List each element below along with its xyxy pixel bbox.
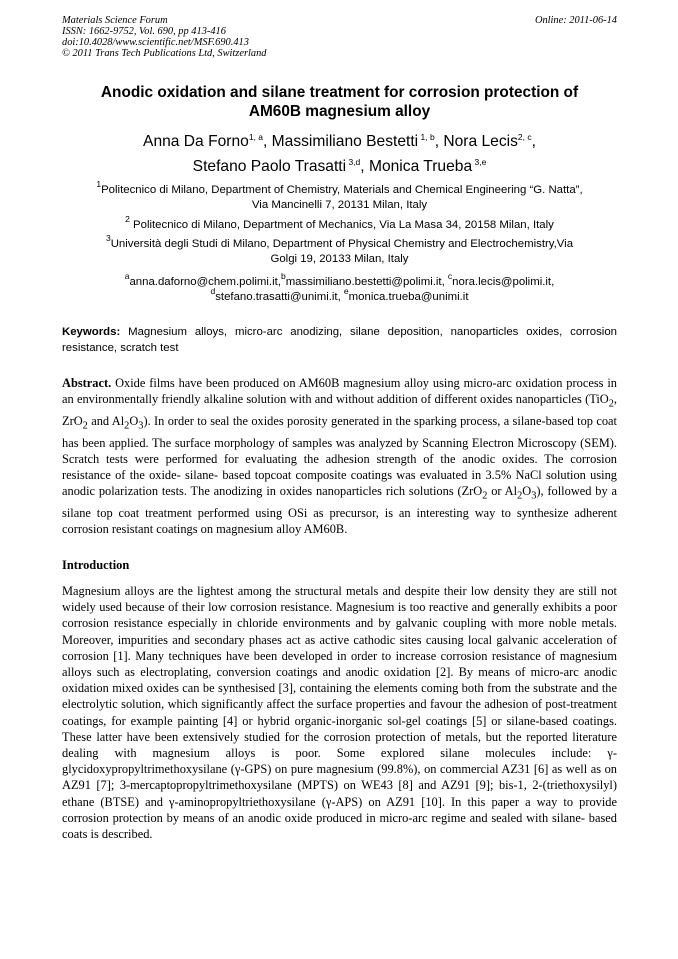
abstract-text: O [129, 413, 139, 428]
affiliation-mark: 1 [96, 179, 102, 189]
subscript: 2 [482, 490, 488, 502]
email-link[interactable]: monica.trueba@unimi.it [348, 291, 469, 303]
author-name: Massimiliano Bestetti [271, 133, 419, 150]
affiliation-mark: 3 [105, 233, 111, 243]
affiliation-text: Politecnico di Milano, Department of Chemistry, Materials and Chemical Engineering “G. Natta”, [101, 184, 583, 196]
email-link[interactable]: massimiliano.bestetti@polimi.it, [285, 276, 448, 288]
abstract-text: ), followed by a silane top coat treatment performed using OSi as precursor, is an interesting way to synthesize adherent corrosion resistant coatings on magnesium alloy AM60B. [62, 484, 617, 537]
email-link[interactable]: nora.lecis@polimi.it, [452, 276, 555, 288]
abstract-text: , ZrO [62, 392, 617, 428]
author-affiliation-mark: 1, a [248, 132, 263, 142]
author-line-2 [62, 154, 617, 179]
subscript: 3 [138, 420, 144, 432]
affiliation-text: Via Mancinelli 7, 20131 Milan, Italy [251, 199, 428, 211]
email-list [62, 271, 617, 305]
title-line-2: AM60B magnesium alloy [248, 103, 431, 120]
abstract-text: and Al [87, 413, 125, 428]
keywords-label: Keywords: [62, 326, 121, 338]
affiliation-1 [62, 179, 617, 213]
affiliation-text: Golgi 19, 20133 Milan, Italy [270, 253, 409, 265]
email-mark: b [280, 271, 286, 281]
email-mark: d [210, 286, 216, 296]
title-line-1: Anodic oxidation and silane treatment for corrosion protection of [100, 84, 579, 101]
subscript: 2 [124, 420, 130, 432]
email-mark: a [124, 271, 130, 281]
section-heading-introduction: Introduction [62, 558, 130, 572]
email-link[interactable]: anna.daforno@chem.polimi.it, [129, 276, 281, 288]
copyright-line: © 2011 Trans Tech Publications Ltd, Switzerland [62, 48, 267, 59]
paper-title [62, 83, 617, 121]
affiliation-3 [62, 233, 617, 267]
abstract-text: or Al [487, 484, 518, 499]
author-affiliation-mark: 3,e [472, 157, 487, 167]
journal-name: Materials Science Forum [62, 15, 168, 26]
author-line-1 [62, 129, 617, 154]
author-separator: , [360, 158, 369, 175]
author-separator: , [263, 133, 272, 150]
keywords [62, 324, 617, 356]
abstract-text: O [522, 484, 532, 499]
affiliation-text: Università degli Studi di Milano, Department of Physical Chemistry and Electrochemistry,Via [110, 238, 574, 250]
author-affiliation-mark: 3,d [346, 157, 361, 167]
email-mark: c [447, 271, 453, 281]
author-separator: , [531, 133, 536, 150]
keywords-text: Magnesium alloys, micro-arc anodizing, silane deposition, nanoparticles oxides, corrosion resistance, scratch test [62, 326, 617, 354]
subscript: 2 [82, 420, 88, 432]
issn-line: ISSN: 1662-9752, Vol. 690, pp 413-416 [62, 26, 226, 37]
abstract-label: Abstract. [62, 376, 112, 390]
email-link[interactable]: stefano.trasatti@unimi.it, [215, 291, 344, 303]
introduction-paragraph: Magnesium alloys are the lightest among the structural metals and despite their low density they are still not widely used because of their low corrosion resistance. Magnesium is too reactive and generally exhibits a poor corrosion resistance especially in chloride environments and by galvanic coupling with more noble metals. Moreover, impurities and secondary phases act as active cathodic sites causing local galvanic acceleration of corrosion [1]. Many techniques have been developed in order to increase corrosion resistance of magnesium alloys such as electroplating, conversion coatings and anodic oxidation [2]. By means of micro-arc anodic oxidation mixed oxides can be synthesised [3], containing the elements coming both from the substrate and the electrolytic solution, which significantly affect the surface properties and favour the adhesion of post-treatment coatings, for example painting [4] or hybrid organic-inorganic sol-gel coatings [5] or silane-based coatings. These latter have been extensively studied for the corrosion protection of metals, but the reported literature dealing with magnesium alloys is poor. Some explored silane molecules include: γ-glycidoxypropyltrimethoxysilane (γ-GPS) on pure magnesium (99.8%), on commercial AZ31 [6] as well as on AZ91 [7]; 3-mercaptopropyltrimethoxysilane (MPTS) on WE43 [8] and AZ91 [9]; bis-1, 2-(triethoxysilyl) ethane (BTSE) and γ-aminopropyltriethoxysilane (γ-APS) on AZ91 [10]. In this paper a way to provide corrosion protection by means of an anodic oxide produced in micro-arc regime and sealed with silane- based coats is described. [62, 584, 617, 842]
author-name: Anna Da Forno [143, 133, 249, 150]
subscript: 3 [531, 490, 537, 502]
author-affiliation-mark: 1, b [418, 132, 435, 142]
affiliation-2 [62, 214, 617, 233]
affiliation-mark: 2 [125, 214, 130, 224]
abstract-text: Oxide films have been produced on AM60B magnesium alloy using micro-arc oxidation process in an environmentally friendly alkaline solution with and without addition of different oxides nanoparticles (TiO [62, 376, 617, 407]
author-affiliation-mark: 2, c [517, 132, 532, 142]
email-mark: e [343, 286, 349, 296]
subscript: 2 [517, 490, 523, 502]
abstract-text: ). In order to seal the oxides porosity generated in the sparking process, a silane-based top coat has been applied. The surface morphology of samples was analyzed by Scanning Electron Microscopy (SEM). Scratch tests were performed for evaluating the adhesion strength of the anodic oxides. The corrosion resistance of the oxide- silane- based topcoat composite coatings was evaluated in 3.5% NaCl solution using anodic polarization tests. The anodizing in oxides nanoparticles rich solutions (ZrO [62, 413, 617, 499]
author-name: Nora Lecis [443, 133, 518, 150]
journal-header [62, 15, 617, 59]
author-separator: , [434, 133, 444, 150]
author-name: Monica Trueba [368, 158, 473, 175]
affiliation-text: Politecnico di Milano, Department of Mechanics, Via La Masa 34, 20158 Milan, Italy [129, 219, 554, 231]
author-name: Stefano Paolo Trasatti [192, 158, 347, 175]
online-date: Online: 2011-06-14 [534, 15, 617, 26]
author-list [62, 129, 617, 179]
doi-line: doi:10.4028/www.scientific.net/MSF.690.413 [62, 37, 249, 48]
abstract [62, 375, 617, 537]
subscript: 2 [608, 398, 614, 410]
